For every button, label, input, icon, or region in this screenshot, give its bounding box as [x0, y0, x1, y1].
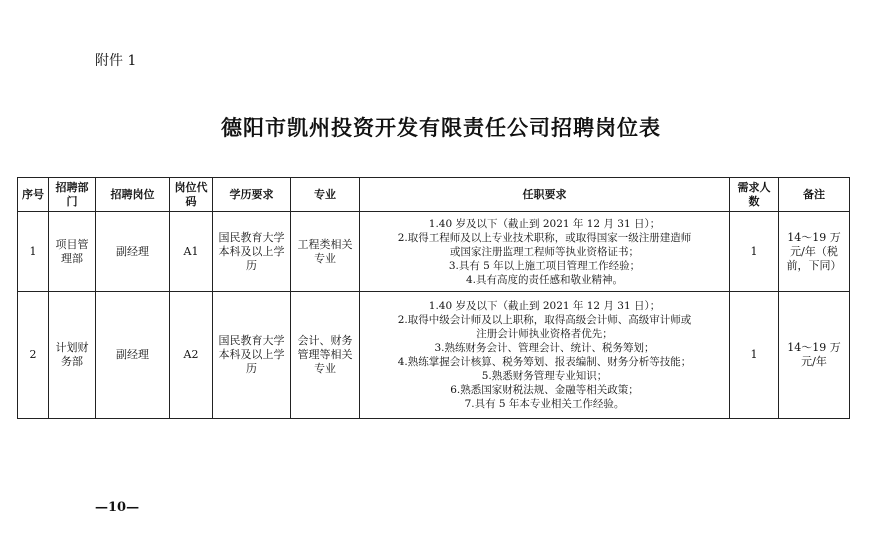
table-header-row [18, 178, 850, 212]
cell-remarks: 14～19 万元/年 [779, 292, 850, 419]
cell-position: 副经理 [96, 292, 170, 419]
requirement-line: 1.40 岁及以下（截止到 2021 年 12 月 31 日）； [428, 300, 661, 312]
requirement-line: 1.40 岁及以下（截止到 2021 年 12 月 31 日）； [428, 217, 661, 230]
cell-dept: 项目管理部 [49, 212, 96, 292]
table-row [18, 212, 850, 292]
header-remarks: 备注 [779, 178, 850, 212]
requirement-line: 2.取得工程师及以上专业技术职称，或取得国家一级注册建造师 [397, 231, 692, 244]
cell-major: 工程类相关专业 [291, 212, 360, 292]
cell-remarks: 14～19 万元/年（税前，下同） [779, 212, 850, 292]
cell-requirements [360, 292, 730, 419]
requirement-line: 6.熟悉国家财税法规、金融等相关政策； [450, 384, 639, 396]
header-headcount: 需求人数 [730, 178, 779, 212]
requirement-line: 3.具有 5 年以上施工项目管理工作经验； [448, 259, 641, 272]
header-code: 岗位代码 [170, 178, 213, 212]
cell-code: A1 [170, 212, 213, 292]
cell-education: 国民教育大学本科及以上学历 [213, 212, 291, 292]
document-title: 德阳市凯州投资开发有限责任公司招聘岗位表 [221, 115, 661, 140]
header-seq: 序号 [18, 178, 49, 212]
cell-headcount: 1 [730, 292, 779, 419]
requirement-line: 4.熟练掌握会计核算、税务筹划、报表编制、财务分析等技能； [397, 356, 692, 368]
attachment-label: 附件 1 [95, 53, 137, 69]
requirement-line: 注册会计师执业资格者优先； [476, 328, 613, 340]
cell-seq: 1 [18, 212, 49, 292]
header-position: 招聘岗位 [96, 178, 170, 212]
table-row [18, 292, 850, 419]
cell-dept: 计划财务部 [49, 292, 96, 419]
cell-position: 副经理 [96, 212, 170, 292]
header-major: 专业 [291, 178, 360, 212]
header-requirements: 任职要求 [360, 178, 730, 212]
cell-requirements [360, 212, 730, 292]
header-education: 学历要求 [213, 178, 291, 212]
cell-headcount: 1 [730, 212, 779, 292]
requirement-line: 5.熟悉财务管理专业知识； [481, 370, 608, 382]
cell-education: 国民教育大学本科及以上学历 [213, 292, 291, 419]
cell-code: A2 [170, 292, 213, 419]
page-number: —10— [95, 500, 140, 515]
requirement-line: 3.熟练财务会计、管理会计、统计、税务筹划； [434, 342, 655, 354]
requirement-line: 或国家注册监理工程师等执业资格证书； [450, 245, 639, 258]
cell-major: 会计、财务管理等相关专业 [291, 292, 360, 419]
requirement-line: 7.具有 5 年本专业相关工作经验。 [464, 398, 625, 410]
header-dept: 招聘部门 [49, 178, 96, 212]
positions-table [17, 177, 850, 419]
requirement-line: 2.取得中级会计师及以上职称，取得高级会计师、高级审计师或 [397, 314, 692, 326]
requirement-line: 4.具有高度的责任感和敬业精神。 [465, 273, 624, 286]
cell-seq: 2 [18, 292, 49, 419]
